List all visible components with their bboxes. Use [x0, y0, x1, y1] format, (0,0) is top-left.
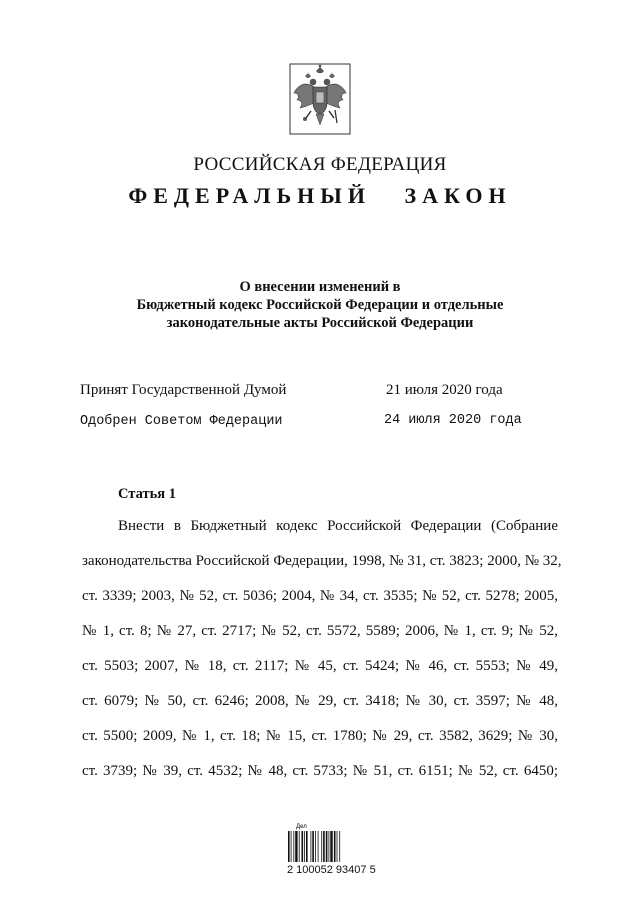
barcode-label: Дел [296, 824, 307, 830]
article-text-line: ст. 3339; 2003, № 52, ст. 5036; 2004, № 34, ст. 3535; № 52, ст. 5278; 2005, [82, 588, 558, 604]
barcode-number: 2 100052 93407 5 [287, 864, 376, 876]
article-text-line: ст. 5500; 2009, № 1, ст. 18; № 15, ст. 1780; № 29, ст. 3582, 3629; № 30, [82, 728, 558, 744]
law-subject [80, 278, 560, 332]
council-approval-date: 24 июля 2020 года [384, 413, 522, 428]
article-text-line: ст. 3739; № 39, ст. 4532; № 48, ст. 5733; № 51, ст. 6151; № 52, ст. 6450; [82, 763, 558, 779]
article-text-line: Внести в Бюджетный кодекс Российской Федерации (Собрание [118, 518, 558, 534]
duma-adoption-label: Принят Государственной Думой [80, 382, 287, 398]
article-text-line: ст. 5503; 2007, № 18, ст. 2117; № 45, ст. 5424; № 46, ст. 5553; № 49, [82, 658, 558, 674]
article-text-line: ст. 6079; № 50, ст. 6246; 2008, № 29, ст. 3418; № 30, ст. 3597; № 48, [82, 693, 558, 709]
council-approval-label: Одобрен Советом Федерации [80, 414, 283, 429]
law-subject-line: Бюджетный кодекс Российской Федерации и отдельные [136, 297, 504, 313]
duma-adoption-date: 21 июля 2020 года [386, 382, 503, 398]
article-text-line: законодательства Российской Федерации, 1998, № 31, ст. 3823; 2000, № 32, [82, 553, 562, 569]
law-subject-line: О внесении изменений в [239, 279, 401, 295]
country-name: РОССИЙСКАЯ ФЕДЕРАЦИЯ [193, 154, 447, 175]
article-title: Статья 1 [118, 486, 176, 502]
law-subject-line: законодательные акты Российской Федерации [166, 315, 474, 331]
russian-coat-of-arms-icon [289, 63, 351, 135]
barcode-icon [286, 822, 360, 864]
article-text-line: № 1, ст. 8; № 27, ст. 2717; № 52, ст. 5572, 5589; 2006, № 1, ст. 9; № 52, [82, 623, 558, 639]
document-type-title: ФЕДЕРАЛЬНЫЙ ЗАКОН [128, 183, 512, 208]
